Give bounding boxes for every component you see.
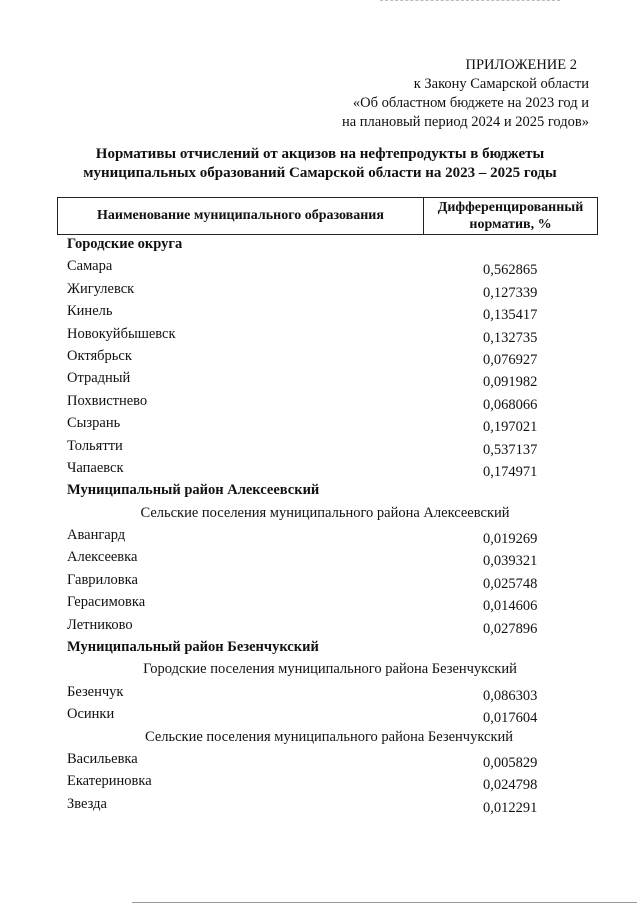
municipality-name: Гавриловка [67,571,138,588]
table-row [0,706,637,728]
table-row [0,438,637,460]
appendix-title: ПРИЛОЖЕНИЕ 2 [465,57,577,73]
appendix-line-3: на плановый период 2024 и 2025 годов» [341,114,589,130]
norm-value: 0,174971 [483,463,538,480]
section-label: Муниципальный район Алексеевский [67,482,320,499]
norm-value: 0,024798 [483,777,538,794]
document-title [40,145,600,183]
municipality-name: Октябрьск [67,347,132,364]
table-row [0,549,637,571]
document-title-line-1: Нормативы отчислений от акцизов на нефтепродукты в бюджеты [95,146,545,162]
norm-value: 0,076927 [483,351,538,368]
section-label: Городские округа [67,236,183,252]
municipality-name: Авангард [67,527,126,544]
norm-value: 0,132735 [483,329,538,346]
table-row [0,303,637,325]
table-row [0,527,637,549]
municipality-name: Екатериновка [67,773,152,790]
section-row [0,482,637,504]
appendix-header [289,56,589,132]
municipality-name: Чапаевск [67,459,124,476]
appendix-line-1: к Закону Самарской области [413,76,589,92]
section-label: Муниципальный район Безенчукский [67,639,319,656]
municipality-name: Отрадный [67,370,131,387]
table-body [0,236,637,818]
column-header-value-line-1: Дифференцированный [437,200,584,215]
table-row [0,393,637,415]
municipality-name: Осинки [67,706,115,723]
municipality-name: Новокуйбышевск [67,325,176,342]
municipality-name: Безенчук [67,683,124,700]
norm-value: 0,537137 [483,441,538,458]
subsection-label: Сельские поселения муниципального района Безенчукский [144,728,514,745]
section-row [0,639,637,661]
table-row [0,594,637,616]
norm-value: 0,012291 [483,799,538,816]
column-header-name: Наименование муниципального образования [58,198,424,234]
municipality-name: Летниково [67,616,133,633]
document-title-line-2: муниципальных образований Самарской области на 2023 – 2025 годы [83,165,557,181]
norm-value: 0,197021 [483,419,538,436]
appendix-line-2: «Об областном бюджете на 2023 год и [352,95,589,111]
table-row [0,796,637,818]
municipality-name: Герасимовка [67,594,146,611]
municipality-name: Жигулевск [67,280,135,297]
municipality-name: Васильевка [67,750,138,767]
table-row [0,348,637,370]
norm-value: 0,068066 [483,396,538,413]
norm-value: 0,005829 [483,754,538,771]
norm-value: 0,086303 [483,687,538,704]
subsection-row [0,661,637,683]
top-divider [380,0,560,2]
table-header [57,197,598,235]
norm-value: 0,562865 [483,262,538,279]
table-row [0,460,637,482]
municipality-name: Похвистнево [67,392,148,409]
column-header-value-line-2: норматив, % [469,217,552,232]
municipality-name: Тольятти [67,437,123,454]
norm-value: 0,027896 [483,620,538,637]
subsection-label: Городские поселения муниципального района Безенчукский [143,661,517,678]
column-header-value [424,198,597,234]
norm-value: 0,127339 [483,284,538,301]
municipality-name: Самара [67,258,113,275]
table-row [0,751,637,773]
subsection-row [0,729,637,751]
table-row [0,773,637,795]
table-row [0,572,637,594]
municipality-name: Сызрань [67,415,121,432]
norm-value: 0,039321 [483,553,538,570]
norm-value: 0,017604 [483,710,538,727]
table-row [0,281,637,303]
municipality-name: Звезда [67,795,107,812]
norm-value: 0,135417 [483,307,538,324]
subsection-row [0,505,637,527]
section-row [0,236,637,258]
norm-value: 0,025748 [483,575,538,592]
table-row [0,326,637,348]
table-row [0,415,637,437]
norm-value: 0,014606 [483,598,538,615]
table-row [0,617,637,639]
norm-value: 0,019269 [483,531,538,548]
table-row [0,684,637,706]
table-row [0,258,637,280]
municipality-name: Кинель [67,303,113,320]
norm-value: 0,091982 [483,374,538,391]
table-row [0,370,637,392]
municipality-name: Алексеевка [67,549,138,566]
bottom-divider [132,902,637,903]
subsection-label: Сельские поселения муниципального района Алексеевский [140,504,510,521]
